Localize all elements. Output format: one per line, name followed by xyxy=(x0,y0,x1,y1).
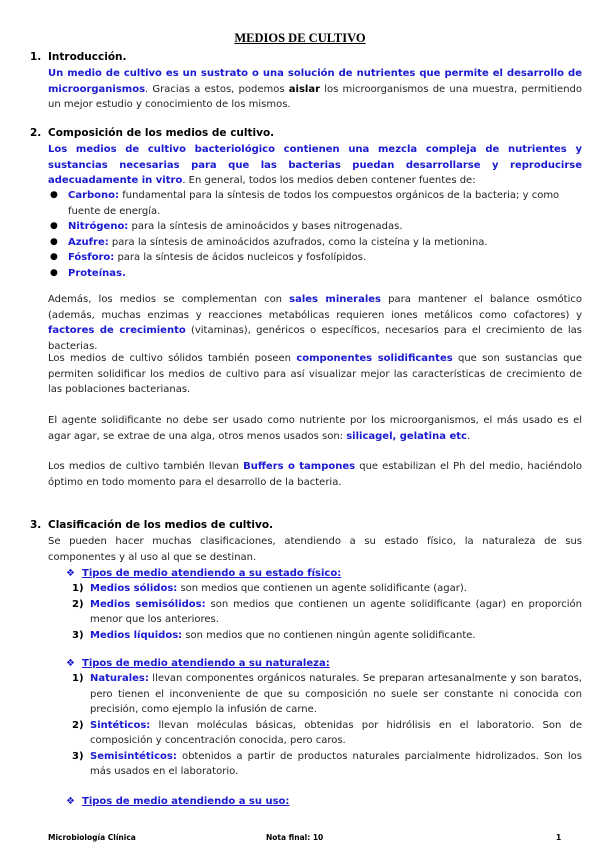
footer-grade: Nota final: 10 xyxy=(266,833,324,842)
diamond-icon: ❖ xyxy=(66,796,75,807)
subsection-estado-fisico: ❖ Tipos de medio atendiendo a su estado físico: xyxy=(66,566,341,582)
section-2-intro: Los medios de cultivo bacteriológico contienen una mezcla compleja de nutrientes y sustancias necesarias para que las bacterias puedan desarrollarse y reproducirse adecuadamente in vitro. En general, todos los medios deben contener fuentes de: xyxy=(48,144,582,186)
document-title: MEDIOS DE CULTIVO xyxy=(234,31,366,45)
list-item: ● Azufre: para la síntesis de aminoácidos azufrados, como la cisteína y la metionina. xyxy=(48,235,582,251)
list-item: ● Nitrógeno: para la síntesis de aminoácidos y bases nitrogenadas. xyxy=(48,219,582,235)
section-3-heading xyxy=(30,518,273,534)
bold-term: aislar xyxy=(288,83,321,95)
bullet-icon: ● xyxy=(50,267,58,278)
bullet-icon: ● xyxy=(50,236,58,247)
list-naturaleza xyxy=(72,671,582,780)
bullet-icon: ● xyxy=(50,190,58,200)
highlight-text: Los medios de cultivo bacteriológico contienen una mezcla compleja de nutrientes y sustancias necesarias para que las bacterias puedan desarrollarse y reproducirse adecuadamente in vitro xyxy=(48,144,582,186)
list-item: ● Fósforo: para la síntesis de ácidos nucleicos y fosfolípidos. xyxy=(48,250,582,266)
list-item: 2) Sintéticos: llevan moléculas básicas, obtenidas por hidrólisis en el laboratorio. Son de composición y concentración conocida, pero caros. xyxy=(72,719,582,746)
footer-course: Microbiología Clínica xyxy=(48,833,136,842)
paragraph-solidificantes: Los medios de cultivo sólidos también poseen componentes solidificantes que son sustancias que permiten solidificar los medios de cultivo para así visualizar mejor las características de crecimiento de las poblaciones bacterianas. xyxy=(48,353,582,395)
subsection-uso: ❖ Tipos de medio atendiendo a su uso: xyxy=(66,794,289,810)
list-item: 3) Medios líquidos: son medios que no contienen ningún agente solidificante. xyxy=(72,629,476,641)
section-number: 1. xyxy=(30,51,42,63)
section-1-paragraph: Un medio de cultivo es un sustrato o una solución de nutrientes que permite el desarrollo de microorganismos. Gracias a estos, podemos aislar los microorganismos de una muestra, permitiendo un mejor estudio y conocimiento de los mismos. xyxy=(48,68,582,110)
list-estado-fisico xyxy=(72,581,582,643)
diamond-icon: ❖ xyxy=(66,568,75,579)
list-item: 3) Semisintéticos: obtenidos a partir de productos naturales parcialmente hidrolizados. Son los más usados en el laboratorio. xyxy=(72,750,582,777)
paragraph-buffers: Los medios de cultivo también llevan Buffers o tampones que estabilizan el Ph del medio, haciéndolo óptimo en todo momento para el desarrollo de la bacteria. xyxy=(48,461,582,488)
list-item: ● Carbono: fundamental para la síntesis de todos los compuestos orgánicos de la bacteria; y como fuente de energía. xyxy=(50,190,560,217)
section-number: 3. xyxy=(30,519,42,531)
list-item: 1) Medios sólidos: son medios que contienen un agente solidificante (agar). xyxy=(72,583,467,594)
bullet-icon: ● xyxy=(50,221,58,231)
subsection-naturaleza: ❖ Tipos de medio atendiendo a su naturaleza: xyxy=(66,656,330,672)
paragraph-sales-minerales: Además, los medios se complementan con sales minerales para mantener el balance osmótico (además, muchas enzimas y reacciones metabólicas requieren iones metálicos como cofactores) y factores de crecimiento (vitaminas), genéricos o específicos, necesarios para el crecimiento de las bacterias. xyxy=(48,294,582,352)
diamond-icon: ❖ xyxy=(66,658,75,669)
nutrient-list xyxy=(48,188,582,281)
list-item: 1) Naturales: llevan componentes orgánicos naturales. Se preparan artesanalmente y son baratos, pero tienen el inconveniente de que su composición no suele ser constante ni conocida con precisión, como ejemplo la infusión de carne. xyxy=(72,673,582,715)
bullet-icon: ● xyxy=(50,252,58,262)
footer-page-number: 1 xyxy=(556,833,562,842)
section-title: Composición de los medios de cultivo. xyxy=(48,127,275,139)
paragraph-agente-solidificante: El agente solidificante no debe ser usado como nutriente por los microorganismos, el más usado es el agar agar, se extrae de una alga, otros menos usados son: silicagel, gelatina etc. xyxy=(48,415,582,442)
highlight-text: Un medio de cultivo es un sustrato o una solución de nutrientes que permite el desarrollo de microorganismos xyxy=(48,68,582,95)
section-number: 2. xyxy=(30,127,42,139)
section-1-heading xyxy=(30,50,127,66)
section-3-intro: Se pueden hacer muchas clasificaciones, atendiendo a su estado físico, la naturaleza de sus componentes y al uso al que se destinan. xyxy=(48,536,582,563)
section-title: Clasificación de los medios de cultivo. xyxy=(48,519,274,531)
list-item: ● Proteínas. xyxy=(48,266,582,282)
list-item: 2) Medios semisólidos: son medios que contienen un agente solidificante (agar) en proporción menor que los anteriores. xyxy=(72,598,582,625)
section-2-heading xyxy=(30,126,274,142)
section-title: Introducción. xyxy=(48,51,127,63)
